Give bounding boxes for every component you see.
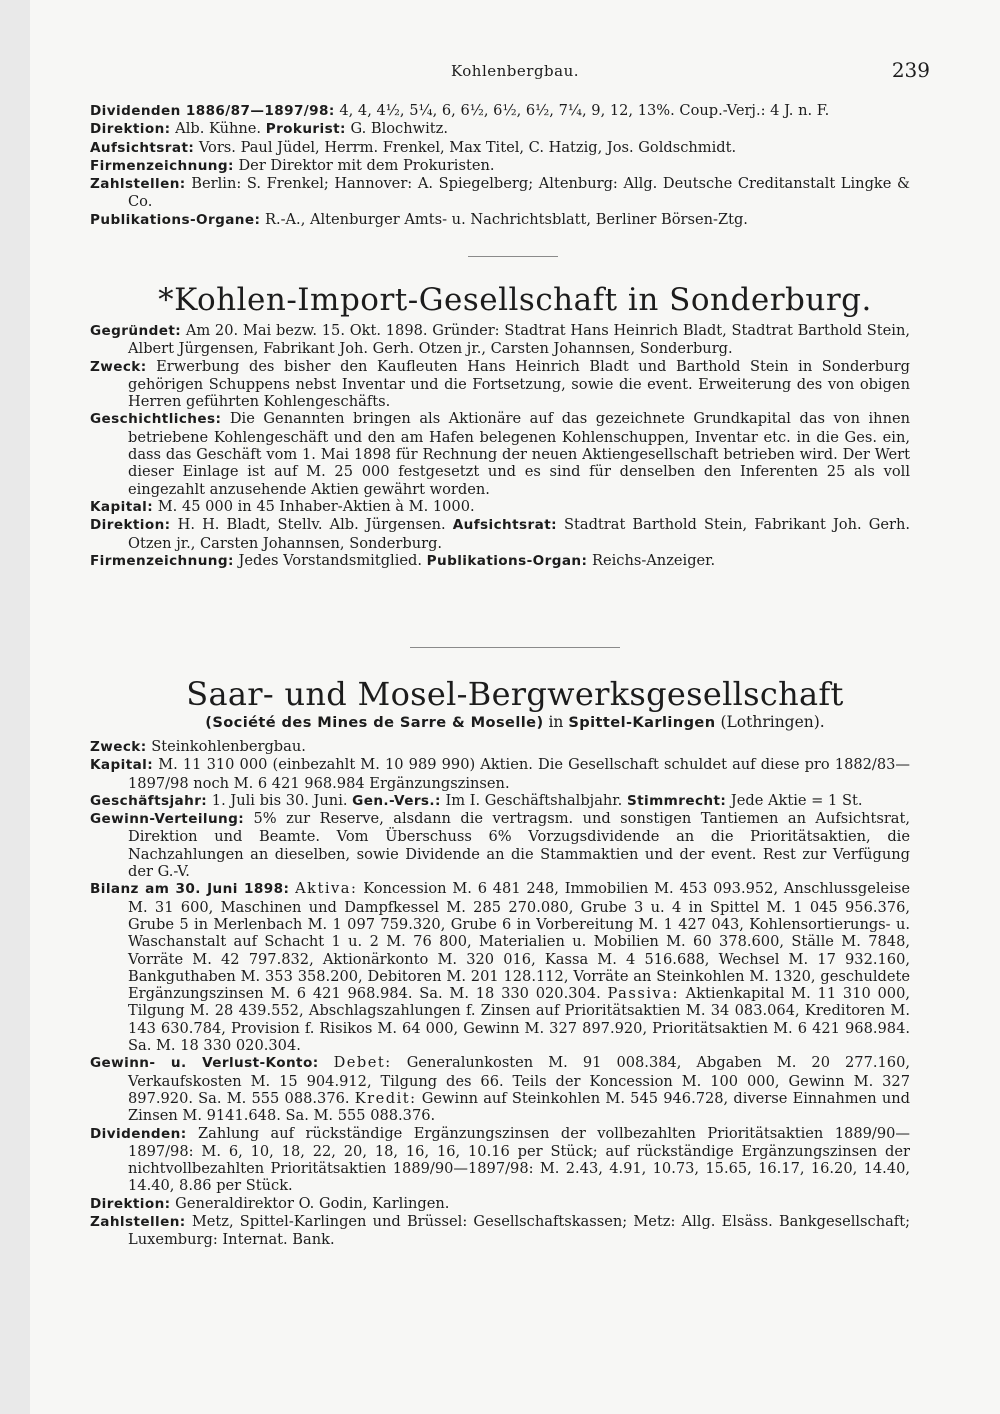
entry-text: Alb. Kühne. <box>175 120 262 138</box>
debet-text: Generalunkosten M. 91 008.384, Abgaben M. 20 277.160, Verkaufskosten M. 15 904.912, Tilgung des 66. Teils der Koncession M. 100 000, Gewinn M. 327 897.920. Sa. M. 555 088.376. <box>128 1054 910 1107</box>
entry-direktion <box>90 1195 910 1213</box>
passiva-text: Aktienkapital M. 11 310 000, Tilgung M. 28 439.552, Abschlagszahlungen f. Zinsen auf Prioritätsaktien M. 34 083.064, Kreditoren M. 143 630.784, Provision f. Risikos M. 64 000, Gewinn M. 327 897.920, Prioritätsaktien M. 6 421 968.984. Sa. M. 18 330 020.304. <box>128 985 911 1055</box>
aktiva-text: Koncession M. 6 481 248, Immobilien M. 453 093.952, Anschlussgeleise M. 31 600, Maschinen und Dampfkessel M. 285 270.080, Grube 3 u. 4 in Spittel M. 1 045 956.376, Grube 5 in Merlenbach M. 1 097 759.320, Grube 6 in Vorbereitung M. 1 427 043, Kohlensortierungs- u. Waschanstalt auf Schacht 1 u. 2 M. 76 800, Materialien u. Mobilien M. 60 378.600, Ställe M. 7848, Vorräte M. 42 797.832, Aktionärkonto M. 320 016, Kassa M. 4 516.688, Wechsel M. 17 932.160, Bankguthaben M. 353 358.200, Debitoren M. 201 128.112, Vorräte an Steinkohlen M. 1320, geschuldete Ergänzungszinsen M. 6 421 968.984. Sa. M. 18 330 020.304. <box>128 880 910 1003</box>
section-divider <box>410 647 620 648</box>
entry-label: Firmenzeichnung: <box>90 552 234 569</box>
entry-text: Am 20. Mai bezw. 15. Okt. 1898. Gründer: Stadtrat Hans Heinrich Bladt, Stadtrat Barthold Stein, Albert Jürgensen, Fabrikant Joh. Gerh. Otzen jr., Carsten Johannsen, Sonderburg. <box>128 322 910 358</box>
entry-text: 4, 4, 4½, 5¼, 6, 6½, 6½, 6½, 7¼, 9, 12, 13%. Coup.-Verj.: 4 J. n. F. <box>339 102 830 119</box>
region-name: (Lothringen). <box>720 713 825 731</box>
entry-dividenden <box>90 102 910 120</box>
entry-text-publikation: Reichs-Anzeiger. <box>591 551 716 569</box>
entry-dividenden <box>90 1125 910 1195</box>
entry-label: Kapital: <box>90 757 154 774</box>
kredit-label: Kredit: <box>354 1089 417 1107</box>
entry-kapital <box>90 756 910 792</box>
entry-text: Generaldirektor O. Godin, Karlingen. <box>175 1194 450 1212</box>
entry-label: Publikations-Organe: <box>90 211 261 228</box>
passiva-label: Passiva: <box>607 985 679 1003</box>
entry-text: Die Genannten bringen als Aktionäre auf das gezeichnete Grundkapital das von ihnen betriebene Kohlengeschäft und den am Hafen belegenen Kohlenschuppen, Inventar etc. in die Ges. ein, dass das Geschäft vom 1. Mai 1898 für Rechnung der neuen Aktiengesellschaft betrieben wird. Der Wert dieser Einlage ist auf M. 25 000 festgesetzt und es sind für denselben den Inferenten 25 als voll eingezahlt anzusehende Aktien gewährt worden. <box>128 410 911 498</box>
page-header <box>30 58 1000 88</box>
entry-text: Vors. Paul Jüdel, Herrm. Frenkel, Max Titel, C. Hatzig, Jos. Goldschmidt. <box>198 138 737 156</box>
entry-label: Zahlstellen: <box>90 176 186 193</box>
entry-text: 5% zur Reserve, alsdann die vertragsm. und sonstigen Tantiemen an Aufsichtsrat, Direktion und Beamte. Vom Überschuss 6% Vorzugsdividende an die Prioritätsaktien, die Nachzahlungen an dieselben, sowie Dividende an die Stammaktien und der event. Rest zur Verfügung der G.-V. <box>128 810 911 881</box>
entry-aufsichtsrat <box>90 139 910 157</box>
entry-text: Metz, Spittel-Karlingen und Brüssel: Gesellschaftskassen; Metz: Allg. Elsäss. Bankgesellschaft; Luxemburg: Internat. Bank. <box>128 1213 910 1249</box>
section-divider <box>468 256 558 257</box>
entry-label: Direktion: <box>90 121 171 138</box>
entry-text: Erwerbung des bisher den Kaufleuten Hans Heinrich Bladt und Barthold Stein in Sonderburg gehörigen Schuppens nebst Inventar und die Fortsetzung, sowie die event. Erweiterung des von obigen Herren geführten Kohlengeschäfts. <box>128 357 910 411</box>
aktiva-label: Aktiva: <box>295 880 358 898</box>
entry-label: Dividenden: <box>90 1125 187 1142</box>
entry-label-gen-vers: Gen.-Vers.: <box>352 792 441 809</box>
company-subtitle <box>30 713 1000 731</box>
company-title-saar-mosel: Saar- und Mosel-Bergwerksgesellschaft <box>186 675 844 713</box>
entry-label: Gewinn- u. Verlust-Konto: <box>90 1055 319 1072</box>
entry-text: M. 45 000 in 45 Inhaber-Aktien à M. 1000. <box>157 497 475 515</box>
entry-text-stimmrecht: Jede Aktie = 1 St. <box>730 791 863 809</box>
entry-text: H. H. Bladt, Stellv. Alb. Jürgensen. <box>177 516 446 534</box>
running-title: Kohlenbergbau. <box>450 62 580 80</box>
entry-text: Der Direktor mit dem Prokuristen. <box>238 156 495 174</box>
entry-label: Zahlstellen: <box>90 1214 186 1231</box>
entry-zweck <box>90 358 910 411</box>
section-previous-company <box>90 102 910 229</box>
entry-label: Kapital: <box>90 498 154 515</box>
page-number: 239 <box>891 58 930 82</box>
entry-firmenzeichnung <box>90 552 910 570</box>
entry-label: Direktion: <box>90 1195 171 1212</box>
entry-gewinnverteilung <box>90 810 910 880</box>
subtitle-in: in <box>548 713 564 731</box>
entry-label: Zweck: <box>90 739 147 755</box>
entry-zahlstellen <box>90 1213 910 1249</box>
entry-label: Geschichtliches: <box>90 411 222 428</box>
section-kohlen-import <box>90 322 910 570</box>
debet-label: Debet: <box>333 1054 392 1072</box>
entry-label-aufsichtsrat: Aufsichtsrat: <box>452 517 557 534</box>
entry-label: Aufsichtsrat: <box>90 139 195 156</box>
kredit-text: Gewinn auf Steinkohlen M. 545 946.728, diverse Einnahmen und Zinsen M. 9141.648. Sa. M. 555 088.376. <box>128 1089 911 1125</box>
document-page <box>30 0 1000 1414</box>
entry-text: M. 11 310 000 (einbezahlt M. 10 989 990) Aktien. Die Gesellschaft schuldet auf diese pro 1882/83—1897/98 noch M. 6 421 968.984 Ergänzungszinsen. <box>128 756 911 792</box>
entry-publikationen <box>90 211 910 229</box>
entry-label: Geschäftsjahr: <box>90 792 208 809</box>
place-name: Spittel-Karlingen <box>568 714 716 731</box>
entry-text: R.-A., Altenburger Amts- u. Nachrichtsblatt, Berliner Börsen-Ztg. <box>264 210 748 228</box>
entry-text: Berlin: S. Frenkel; Hannover: A. Spiegelberg; Altenburg: Allg. Deutsche Creditanstalt Lingke & Co. <box>128 175 910 211</box>
entry-label: Dividenden 1886/87—1897/98: <box>90 103 335 119</box>
entry-label: Gegründet: <box>90 323 182 339</box>
entry-direktion <box>90 516 910 552</box>
entry-label: Gewinn-Verteilung: <box>90 811 245 828</box>
company-title-kohlen-import: *Kohlen-Import-Gesellschaft in Sonderburg. <box>158 282 872 318</box>
french-name: (Société des Mines de Sarre & Moselle) <box>205 714 544 731</box>
entry-text: Jedes Vorstandsmitglied. <box>238 551 422 569</box>
entry-label: Firmenzeichnung: <box>90 157 234 174</box>
entry-gewinn-verlust <box>90 1054 910 1124</box>
entry-zweck <box>90 738 910 756</box>
section-saar-mosel <box>90 738 910 1249</box>
entry-label: Zweck: <box>90 358 147 375</box>
entry-zahlstellen <box>90 175 910 211</box>
entry-label: Direktion: <box>90 517 171 534</box>
entry-label-stimmrecht: Stimmrecht: <box>626 792 727 809</box>
entry-label: Bilanz am 30. Juni 1898: <box>90 881 290 898</box>
entry-direktion <box>90 120 910 138</box>
entry-gegruendet <box>90 322 910 358</box>
entry-text: Zahlung auf rückständige Ergänzungszinsen der vollbezahlten Prioritätsaktien 1889/90—1897/98: M. 6, 10, 18, 22, 20, 18, 16, 16, 10.16 per Stück; auf rückständige Ergänzungszinsen der nichtvollbezahlten Prioritätsaktien 1889/90—1897/98: M. 2.43, 4.91, 10.73, 15.65, 16.17, 16.20, 14.40, 14.40, 8.86 per Stück. <box>128 1124 910 1195</box>
entry-geschaeftsjahr <box>90 792 910 810</box>
entry-kapital <box>90 498 910 516</box>
entry-bilanz <box>90 880 910 1054</box>
entry-text: 1. Juli bis 30. Juni. <box>211 791 348 809</box>
entry-text-gen-vers: Im I. Geschäftshalbjahr. <box>445 791 623 809</box>
entry-text-aufsichtsrat: Stadtrat Barthold Stein, Fabrikant Joh. Gerh. Otzen jr., Carsten Johannsen, Sonderburg. <box>128 516 911 552</box>
entry-text-prokurist: G. Blochwitz. <box>350 120 448 138</box>
entry-geschichtliches <box>90 410 910 497</box>
entry-firmenzeichnung <box>90 157 910 175</box>
entry-label-publikation: Publikations-Organ: <box>426 552 588 569</box>
entry-text: Steinkohlenbergbau. <box>151 738 306 755</box>
entry-label-prokurist: Prokurist: <box>265 121 346 138</box>
